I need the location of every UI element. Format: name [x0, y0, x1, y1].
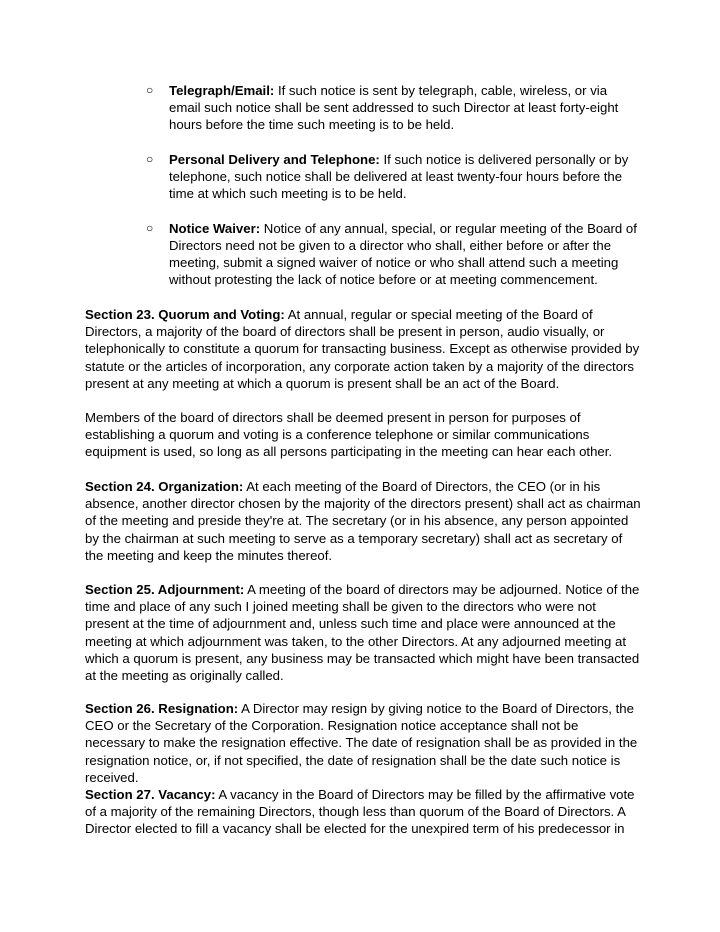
- section-text: A Director may resign by giving notice to the Board of Directors, the CEO or the Secretary of the Corporation. Resignation notice acceptance shall not be necessary to make the resignation effective. The date of resignation shall be as provided in the resignation notice, or, if not specified, the date of resignation shall be the date such notice is received.: [85, 701, 638, 785]
- list-item-title: Notice Waiver:: [169, 220, 261, 236]
- section-title: Section 24. Organization:: [85, 479, 244, 494]
- section-title: Section 27. Vacancy:: [85, 787, 216, 802]
- section-25-adjournment: [85, 581, 641, 684]
- section-24-organization: [85, 478, 641, 564]
- list-item-title: Telegraph/Email:: [169, 83, 275, 98]
- section-text: Members of the board of directors shall be deemed present in person for purposes of establishing a quorum and voting is a conference telephone or similar communications equipment is used, so long as all persons participating in the meeting can hear each other.: [85, 410, 613, 460]
- hollow-circle-bullet-icon: ○: [146, 83, 154, 97]
- section-text: A vacancy in the Board of Directors may be filled by the affirmative vote of a majority of the remaining Directors, though less than quorum of the Board of Directors. A Director elected to fill a vacancy shall be elected for the unexpired term of his predecessor in: [85, 787, 635, 837]
- hollow-circle-bullet-icon: ○: [146, 151, 154, 166]
- list-item-text: Notice of any annual, special, or regular meeting of the Board of Directors need not be given to a director who shall, either before or after the meeting, submit a signed waiver of notice or who shall attend such a meeting without protesting the lack of notice before or at meeting commencement.: [169, 220, 637, 288]
- hollow-circle-bullet-icon: ○: [146, 220, 154, 235]
- list-item-notice-waiver: [0, 220, 639, 289]
- section-27-vacancy: [85, 786, 641, 838]
- list-item-personal-delivery: [0, 151, 639, 203]
- section-23-remote-attendance: [85, 409, 641, 461]
- list-item-text: If such notice is delivered personally or by telephone, such notice shall be delivered at least twenty-four hours before the time at which such meeting is to be held.: [169, 151, 629, 202]
- list-item-text: If such notice is sent by telegraph, cable, wireless, or via email such notice shall be sent addressed to such Director at least forty-eight hours before the time such meeting is to be held.: [169, 83, 619, 133]
- section-text: At each meeting of the Board of Directors, the CEO (or in his absence, another director chosen by the majority of the directors present) shall act as chairman of the meeting and preside they're at. The secretary (or in his absence, any person appointed by the chairman at such meeting to serve as a temporary secretary) shall act as secretary of the meeting and keep the minutes thereof.: [85, 479, 641, 563]
- section-title: Section 23. Quorum and Voting:: [85, 307, 285, 322]
- notice-methods-list: [0, 82, 720, 306]
- section-title: Section 26. Resignation:: [85, 701, 239, 716]
- section-text: At annual, regular or special meeting of the Board of Directors, a majority of the board of directors shall be present in person, audio visually, or telephonically to constitute a quorum for transacting business. Except as otherwise provided by statute or the articles of incorporation, any corporate action taken by a majority of the directors present at any meeting at which a quorum is present shall be an act of the Board.: [85, 307, 640, 391]
- section-text: A meeting of the board of directors may be adjourned. Notice of the time and place of any such I joined meeting shall be given to the directors who were not present at the time of adjournment and, unless such time and place were announced at the meeting at which adjournment was taken, to the other Directors. At any adjourned meeting at which a quorum is present, any business may be transacted which might have been transacted at the meeting as originally called.: [85, 582, 640, 684]
- section-title: Section 25. Adjournment:: [85, 582, 245, 597]
- section-26-resignation: [85, 700, 641, 786]
- list-item-title: Personal Delivery and Telephone:: [169, 151, 380, 167]
- list-item-telegraph-email: [0, 82, 639, 134]
- section-23-quorum-voting: [85, 306, 641, 392]
